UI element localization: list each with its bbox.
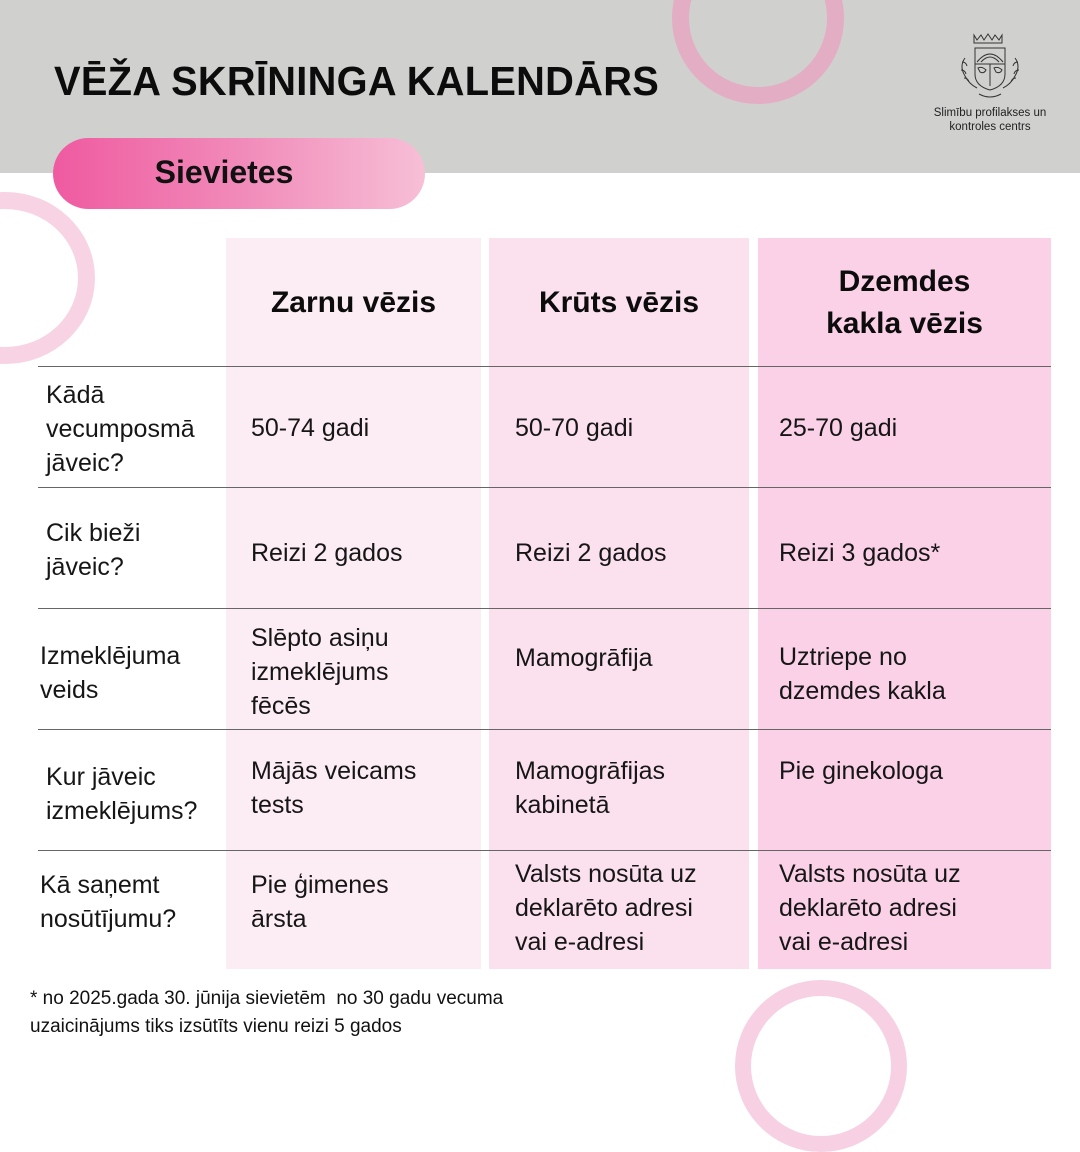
row-label-line: Izmeklējuma: [40, 641, 181, 670]
row-label-test-type: [40, 612, 225, 733]
cell-text: 50-74 gadi: [251, 413, 370, 442]
cell-text: tests: [251, 791, 304, 819]
footnote: [30, 985, 503, 1041]
cell-text: Pie ginekologa: [779, 757, 944, 785]
row-label-line: jāveic?: [46, 553, 124, 581]
cell-text: Valsts nosūta uz: [515, 860, 697, 888]
row-label-referral: [40, 868, 225, 938]
column-header-line: kakla vēzis: [826, 306, 983, 340]
row-label-line: izmeklējums?: [46, 797, 198, 825]
page-title: VĒŽA SKRĪNINGA KALENDĀRS: [54, 58, 660, 104]
decorative-ring-bottom: [735, 980, 907, 1152]
cell-text: Uztriepe no: [779, 643, 907, 671]
latvia-coat-of-arms-icon: [955, 30, 1025, 102]
organization-logo: [920, 30, 1060, 134]
row-label-line: veids: [40, 675, 99, 704]
cell-text: ārsta: [251, 905, 307, 933]
cell-text: 50-70 gadi: [515, 413, 634, 442]
cell-text: Reizi 2 gados: [515, 538, 667, 567]
cell-text: kabinetā: [515, 791, 610, 819]
row-label-line: Kādā: [46, 381, 105, 409]
table-cell: [251, 492, 476, 613]
row-label-line: Kā saņemt: [40, 871, 160, 899]
column-header-line: Zarnu vēzis: [270, 285, 437, 319]
table-cell: [515, 754, 745, 824]
row-label-frequency: [46, 498, 231, 602]
cell-text: deklarēto adresi: [515, 894, 693, 922]
row-label-line: Cik bieži: [46, 519, 141, 547]
table-cell: [251, 868, 476, 938]
row-label-line: nosūtījumu?: [40, 905, 177, 933]
row-label-age: [46, 377, 231, 481]
column-header-colorectal: [226, 238, 481, 367]
org-name-line1: Slimību profilakses un: [933, 107, 1047, 119]
cell-text: Reizi 2 gados: [251, 538, 403, 567]
table-cell: [779, 754, 1044, 790]
row-label-line: vecumposmā: [46, 415, 195, 443]
audience-label: Sievietes: [154, 154, 294, 190]
table-cell: [515, 857, 745, 961]
footnote-line: * no 2025.gada 30. jūnija sievietēm no 30 gadu vecuma: [30, 988, 504, 1009]
row-label-line: Kur jāveic: [46, 763, 156, 791]
table-cell: [515, 492, 745, 613]
cell-text: Mājās veicams: [251, 757, 417, 785]
row-label-where: [46, 760, 231, 830]
cell-text: fēcēs: [251, 692, 311, 720]
table-cell: [251, 754, 476, 824]
org-name-line2: kontroles centrs: [949, 121, 1031, 133]
column-header-line: Dzemdes: [838, 264, 971, 298]
cell-text: deklarēto adresi: [779, 894, 957, 922]
cell-text: Valsts nosūta uz: [779, 860, 961, 888]
cell-text: dzemdes kakla: [779, 677, 946, 705]
audience-pill: [53, 138, 425, 209]
cell-text: Reizi 3 gados*: [779, 538, 941, 567]
row-divider: [38, 850, 1051, 851]
column-header-breast: [489, 238, 749, 367]
table-cell: [779, 640, 1044, 710]
footnote-line: uzaicinājums tiks izsūtīts vienu reizi 5 gados: [30, 1016, 402, 1037]
column-header-line: Krūts vēzis: [538, 285, 700, 319]
row-label-line: jāveic?: [46, 449, 124, 477]
table-cell: [779, 367, 1044, 488]
cell-text: Mamogrāfijas: [515, 757, 666, 785]
cell-text: Mamogrāfija: [515, 644, 653, 672]
column-header-cervical: [758, 238, 1051, 367]
cell-text: izmeklējums: [251, 658, 389, 686]
table-cell: [515, 640, 745, 676]
cell-text: Slēpto asiņu: [251, 624, 389, 652]
cell-text: vai e-adresi: [779, 928, 909, 956]
table-cell: [251, 619, 476, 725]
table-cell: [515, 367, 745, 488]
table-cell: [779, 492, 1044, 613]
decorative-ring-left: [0, 192, 95, 364]
cell-text: vai e-adresi: [515, 928, 645, 956]
table-cell: [251, 367, 476, 488]
table-cell: [779, 857, 1044, 961]
cell-text: Pie ģimenes: [251, 871, 389, 899]
cell-text: 25-70 gadi: [779, 413, 898, 442]
